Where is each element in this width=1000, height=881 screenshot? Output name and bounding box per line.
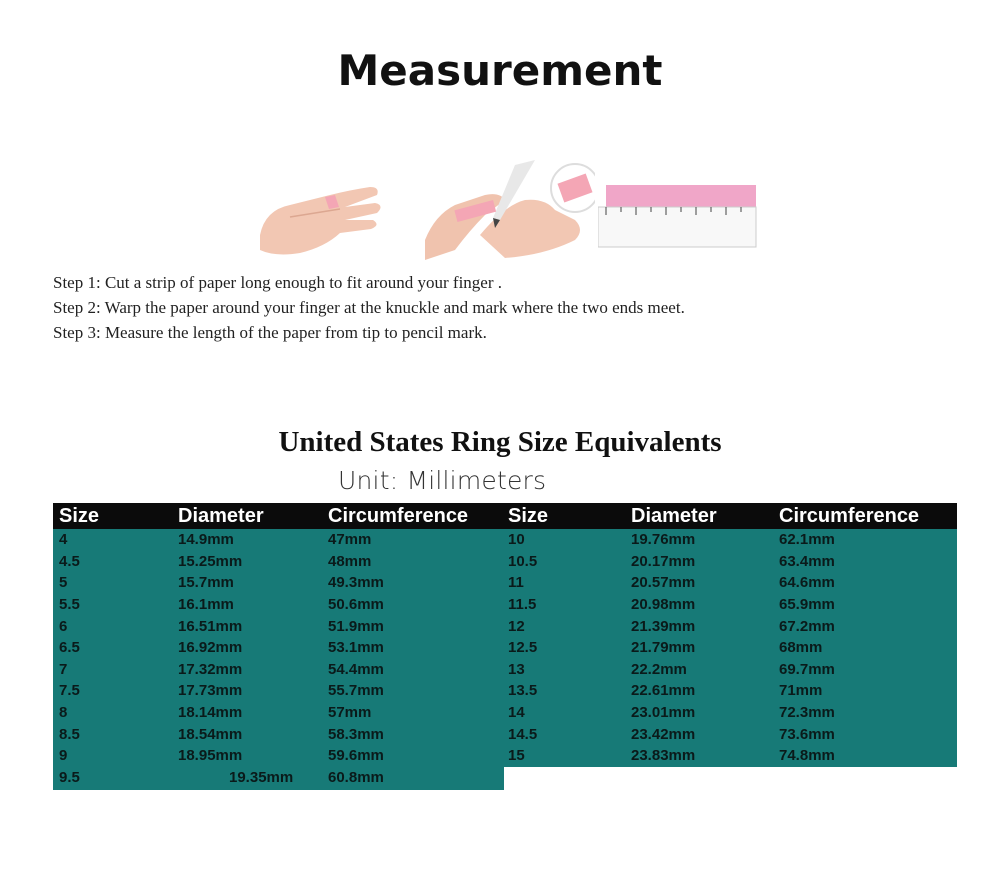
table-row	[53, 680, 957, 702]
cell-size-left: 9	[59, 747, 68, 765]
extra-circumference: 60.8mm	[328, 769, 384, 786]
cell-size-right: 10.5	[508, 552, 538, 570]
cell-circumference-right: 74.8mm	[779, 747, 835, 765]
cell-circumference-right: 71mm	[779, 682, 823, 700]
step-1: Step 1: Cut a strip of paper long enough to fit around your finger .	[53, 273, 502, 292]
page-title: Measurement	[337, 46, 663, 95]
cell-diameter-left: 15.7mm	[178, 574, 234, 592]
cell-diameter-left: 18.95mm	[178, 747, 243, 765]
cell-size-right: 15	[508, 747, 525, 765]
cell-circumference-left: 58.3mm	[328, 725, 384, 743]
cell-size-left: 7.5	[59, 682, 80, 700]
step-3: Step 3: Measure the length of the paper from tip to pencil mark.	[53, 323, 487, 342]
cell-size-right: 12.5	[508, 639, 538, 657]
table-row	[53, 529, 957, 551]
table-row	[53, 637, 957, 659]
cell-diameter-left: 18.54mm	[178, 725, 243, 743]
cell-size-left: 5	[59, 574, 68, 592]
marking-paper-image	[425, 160, 595, 260]
cell-size-left: 5.5	[59, 595, 80, 613]
cell-diameter-left: 17.32mm	[178, 660, 243, 678]
cell-size-left: 7	[59, 660, 68, 678]
table-extra-row	[53, 767, 504, 790]
header-size-right: Size	[508, 505, 549, 527]
cell-diameter-left: 16.92mm	[178, 639, 243, 657]
cell-circumference-left: 59.6mm	[328, 747, 384, 765]
cell-diameter-right: 19.76mm	[631, 531, 696, 548]
cell-circumference-right: 64.6mm	[779, 574, 835, 592]
cell-diameter-right: 23.01mm	[631, 704, 696, 722]
table-row	[53, 659, 957, 681]
cell-size-left: 6.5	[59, 639, 80, 657]
cell-circumference-left: 50.6mm	[328, 595, 384, 613]
table-row	[53, 551, 957, 573]
cell-diameter-left: 17.73mm	[178, 682, 243, 700]
cell-diameter-right: 21.39mm	[631, 617, 696, 635]
table-row	[53, 616, 957, 638]
cell-circumference-right: 73.6mm	[779, 725, 835, 743]
cell-diameter-right: 22.2mm	[631, 660, 687, 678]
table-row	[53, 745, 957, 767]
cell-circumference-left: 55.7mm	[328, 682, 384, 700]
hand-with-paper-strip-image	[255, 165, 390, 260]
table-body	[53, 529, 957, 767]
cell-size-left: 4	[59, 531, 68, 548]
cell-circumference-right: 72.3mm	[779, 704, 835, 722]
cell-size-right: 12	[508, 617, 525, 635]
cell-circumference-left: 49.3mm	[328, 574, 384, 592]
cell-circumference-left: 54.4mm	[328, 660, 384, 678]
cell-size-left: 8	[59, 704, 68, 722]
cell-size-left: 8.5	[59, 725, 80, 743]
cell-diameter-left: 14.9mm	[178, 531, 234, 548]
header-diameter-right: Diameter	[631, 505, 717, 527]
cell-size-right: 10	[508, 531, 525, 548]
cell-circumference-right: 65.9mm	[779, 595, 835, 613]
table-row	[53, 594, 957, 616]
header-circumference-right: Circumference	[779, 505, 920, 527]
cell-circumference-left: 51.9mm	[328, 617, 384, 635]
ruler-with-paper-image	[598, 185, 758, 255]
cell-size-right: 13	[508, 660, 525, 678]
extra-diameter: 19.35mm	[229, 769, 294, 786]
header-circumference-left: Circumference	[328, 505, 469, 527]
cell-diameter-right: 22.61mm	[631, 682, 696, 700]
table-header	[53, 503, 957, 529]
cell-diameter-left: 16.51mm	[178, 617, 243, 635]
header-size-left: Size	[59, 505, 100, 527]
table-row	[53, 724, 957, 746]
table-row	[53, 572, 957, 594]
unit-label: Unit: Millimeters	[338, 466, 547, 495]
cell-circumference-right: 63.4mm	[779, 552, 835, 570]
cell-size-right: 13.5	[508, 682, 538, 700]
extra-size: 9.5	[59, 769, 80, 786]
cell-diameter-right: 20.57mm	[631, 574, 696, 592]
cell-diameter-left: 16.1mm	[178, 595, 234, 613]
step-2: Step 2: Warp the paper around your finger at the knuckle and mark where the two ends meet.	[53, 298, 685, 317]
cell-diameter-left: 15.25mm	[178, 552, 243, 570]
cell-diameter-left: 18.14mm	[178, 704, 243, 722]
cell-circumference-right: 67.2mm	[779, 617, 835, 635]
cell-circumference-left: 48mm	[328, 552, 372, 570]
cell-circumference-right: 69.7mm	[779, 660, 835, 678]
cell-size-right: 11	[508, 574, 524, 592]
header-diameter-left: Diameter	[178, 505, 264, 527]
measurement-steps	[53, 270, 685, 345]
cell-circumference-right: 62.1mm	[779, 531, 835, 548]
table-row	[53, 702, 957, 724]
cell-diameter-right: 20.98mm	[631, 595, 696, 613]
cell-size-right: 14.5	[508, 725, 538, 743]
cell-size-left: 4.5	[59, 552, 80, 570]
table-title: United States Ring Size Equivalents	[278, 426, 722, 458]
cell-diameter-right: 23.83mm	[631, 747, 696, 765]
cell-diameter-right: 23.42mm	[631, 725, 696, 743]
cell-circumference-left: 53.1mm	[328, 639, 384, 657]
cell-size-left: 6	[59, 617, 68, 635]
cell-circumference-left: 57mm	[328, 704, 372, 722]
cell-circumference-left: 47mm	[328, 531, 372, 548]
cell-size-right: 11.5	[508, 595, 537, 613]
cell-circumference-right: 68mm	[779, 639, 823, 657]
cell-diameter-right: 20.17mm	[631, 552, 696, 570]
cell-size-right: 14	[508, 704, 525, 722]
cell-diameter-right: 21.79mm	[631, 639, 696, 657]
